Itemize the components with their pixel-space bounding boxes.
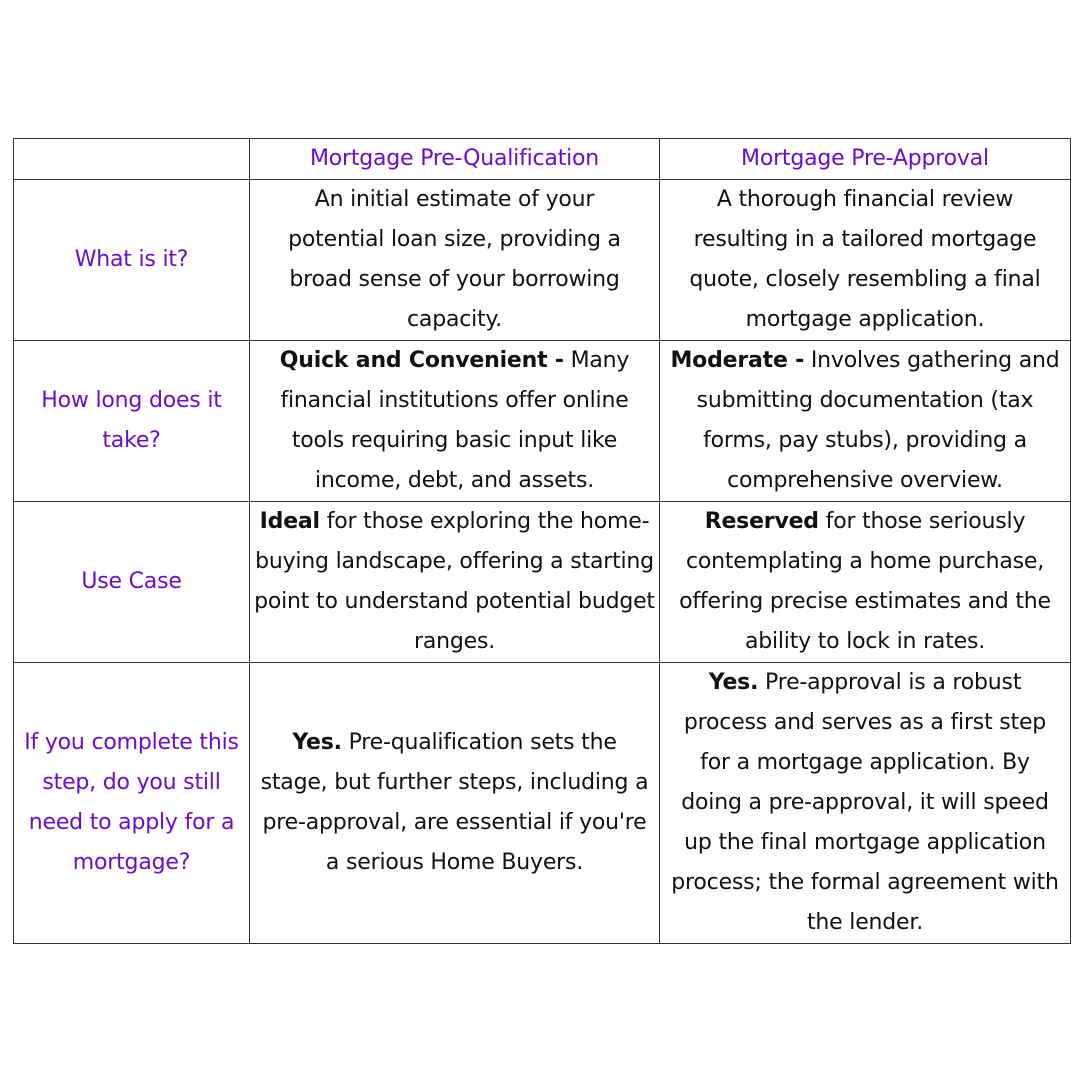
preapp-cell <box>660 180 1071 341</box>
cell-text: for those seriously contemplating a home purchase, offering precise estimates and the ability to lock in rates. <box>679 509 1051 654</box>
table-row <box>14 180 1071 341</box>
preapp-cell <box>660 502 1071 663</box>
table-row <box>14 663 1071 944</box>
preapp-cell <box>660 663 1071 944</box>
row-label: How long does it take? <box>14 341 250 502</box>
cell-text: Pre-qualification sets the stage, but further steps, including a pre-approval, are essential if you're a serious Home Buyers. <box>260 730 649 875</box>
comparison-table <box>13 138 1071 944</box>
cell-text: for those exploring the home-buying landscape, offering a starting point to understand potential budget ranges. <box>254 509 655 654</box>
preapp-cell <box>660 341 1071 502</box>
cell-lead: Quick and Convenient - <box>279 348 564 373</box>
prequal-cell <box>250 341 660 502</box>
prequal-cell <box>250 502 660 663</box>
cell-lead: Yes. <box>708 670 759 695</box>
cell-lead: Ideal <box>259 509 320 534</box>
row-label: If you complete this step, do you still need to apply for a mortgage? <box>14 663 250 944</box>
table-row <box>14 341 1071 502</box>
prequal-cell <box>250 663 660 944</box>
cell-text: Many financial institutions offer online tools requiring basic input like income, debt, and assets. <box>280 348 630 493</box>
cell-lead: Reserved <box>704 509 819 534</box>
prequal-cell <box>250 180 660 341</box>
cell-lead: Moderate - <box>670 348 805 373</box>
table-row <box>14 502 1071 663</box>
header-prequalification: Mortgage Pre-Qualification <box>250 139 660 180</box>
header-preapproval: Mortgage Pre-Approval <box>660 139 1071 180</box>
row-label: What is it? <box>14 180 250 341</box>
cell-text: Involves gathering and submitting documentation (tax forms, pay stubs), providing a comprehensive overview. <box>696 348 1060 493</box>
cell-text: Pre-approval is a robust process and serves as a first step for a mortgage application. By doing a pre-approval, it will speed up the final mortgage application process; the formal agreement with the lender. <box>671 670 1059 935</box>
header-cell-empty <box>14 139 250 180</box>
table-header-row <box>14 139 1071 180</box>
cell-lead: Yes. <box>292 730 342 755</box>
row-label: Use Case <box>14 502 250 663</box>
cell-text: A thorough financial review resulting in a tailored mortgage quote, closely resembling a final mortgage application. <box>689 187 1041 332</box>
cell-text: An initial estimate of your potential loan size, providing a broad sense of your borrowing capacity. <box>288 187 621 332</box>
